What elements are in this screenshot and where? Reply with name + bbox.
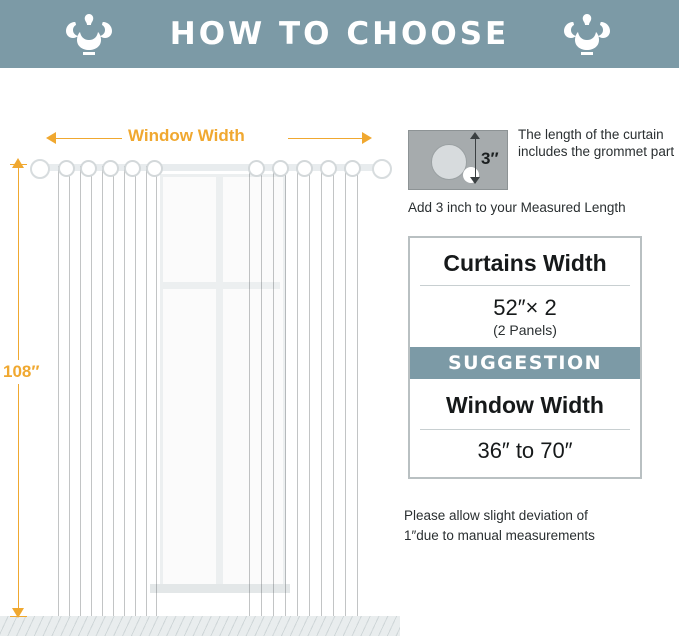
arrow-down-icon [470, 177, 480, 184]
grommet-icon [146, 160, 163, 177]
curtain-panel-left [48, 166, 166, 616]
grommet-icon [102, 160, 119, 177]
grommet-icon [124, 160, 141, 177]
grommet-icon [272, 160, 289, 177]
height-tick-bottom [10, 616, 27, 617]
height-tick-top [10, 164, 27, 165]
suggestion-bar: SUGGESTION [410, 347, 640, 379]
arrow-left-icon [46, 132, 56, 144]
grommet-icon [320, 160, 337, 177]
curtain-diagram [0, 68, 400, 636]
window-mullion-vertical [216, 174, 223, 584]
arrow-up-icon [470, 132, 480, 139]
height-label: 108″ [2, 360, 41, 384]
grommet-ring-icon [431, 144, 467, 180]
header-banner [0, 0, 679, 68]
fleur-de-lis-icon [556, 12, 618, 56]
grommet-icon [248, 160, 265, 177]
grommet-note: The length of the curtain includes the grommet part [518, 127, 675, 159]
floor-hatch-pattern [0, 616, 400, 636]
grommet-icon [344, 160, 361, 177]
spec-window-width-title: Window Width [446, 392, 604, 418]
spec-panels-note: (2 Panels) [493, 322, 557, 338]
grommet-icon [80, 160, 97, 177]
window-width-line-left [52, 138, 122, 139]
rod-finial-left [30, 159, 50, 179]
arrow-right-icon [362, 132, 372, 144]
window-width-label: Window Width [128, 126, 245, 145]
page-title: HOW TO CHOOSE [169, 16, 510, 52]
fleur-de-lis-icon [58, 12, 120, 56]
deviation-footnote [404, 506, 674, 546]
window-width-line-right [288, 138, 370, 139]
spec-card [408, 236, 642, 479]
curtain-panel-right [238, 166, 370, 616]
grommet-icon [296, 160, 313, 177]
spec-curtains-width-title: Curtains Width [443, 250, 607, 276]
spec-curtains-width-value: 52″× 2 [493, 295, 557, 320]
add-length-note: Add 3 inch to your Measured Length [408, 200, 626, 215]
grommet-measure-label: 3″ [481, 149, 499, 168]
grommet-detail-image [408, 130, 508, 190]
spec-window-width-range: 36″ to 70″ [477, 438, 573, 463]
footnote-line-1: Please allow slight deviation of [404, 508, 588, 523]
info-column [400, 68, 679, 636]
grommet-icon [58, 160, 75, 177]
rod-finial-right [372, 159, 392, 179]
arrow-up-icon [12, 158, 24, 168]
height-measure-line [18, 164, 19, 616]
footnote-line-2: 1″due to manual measurements [404, 528, 595, 543]
